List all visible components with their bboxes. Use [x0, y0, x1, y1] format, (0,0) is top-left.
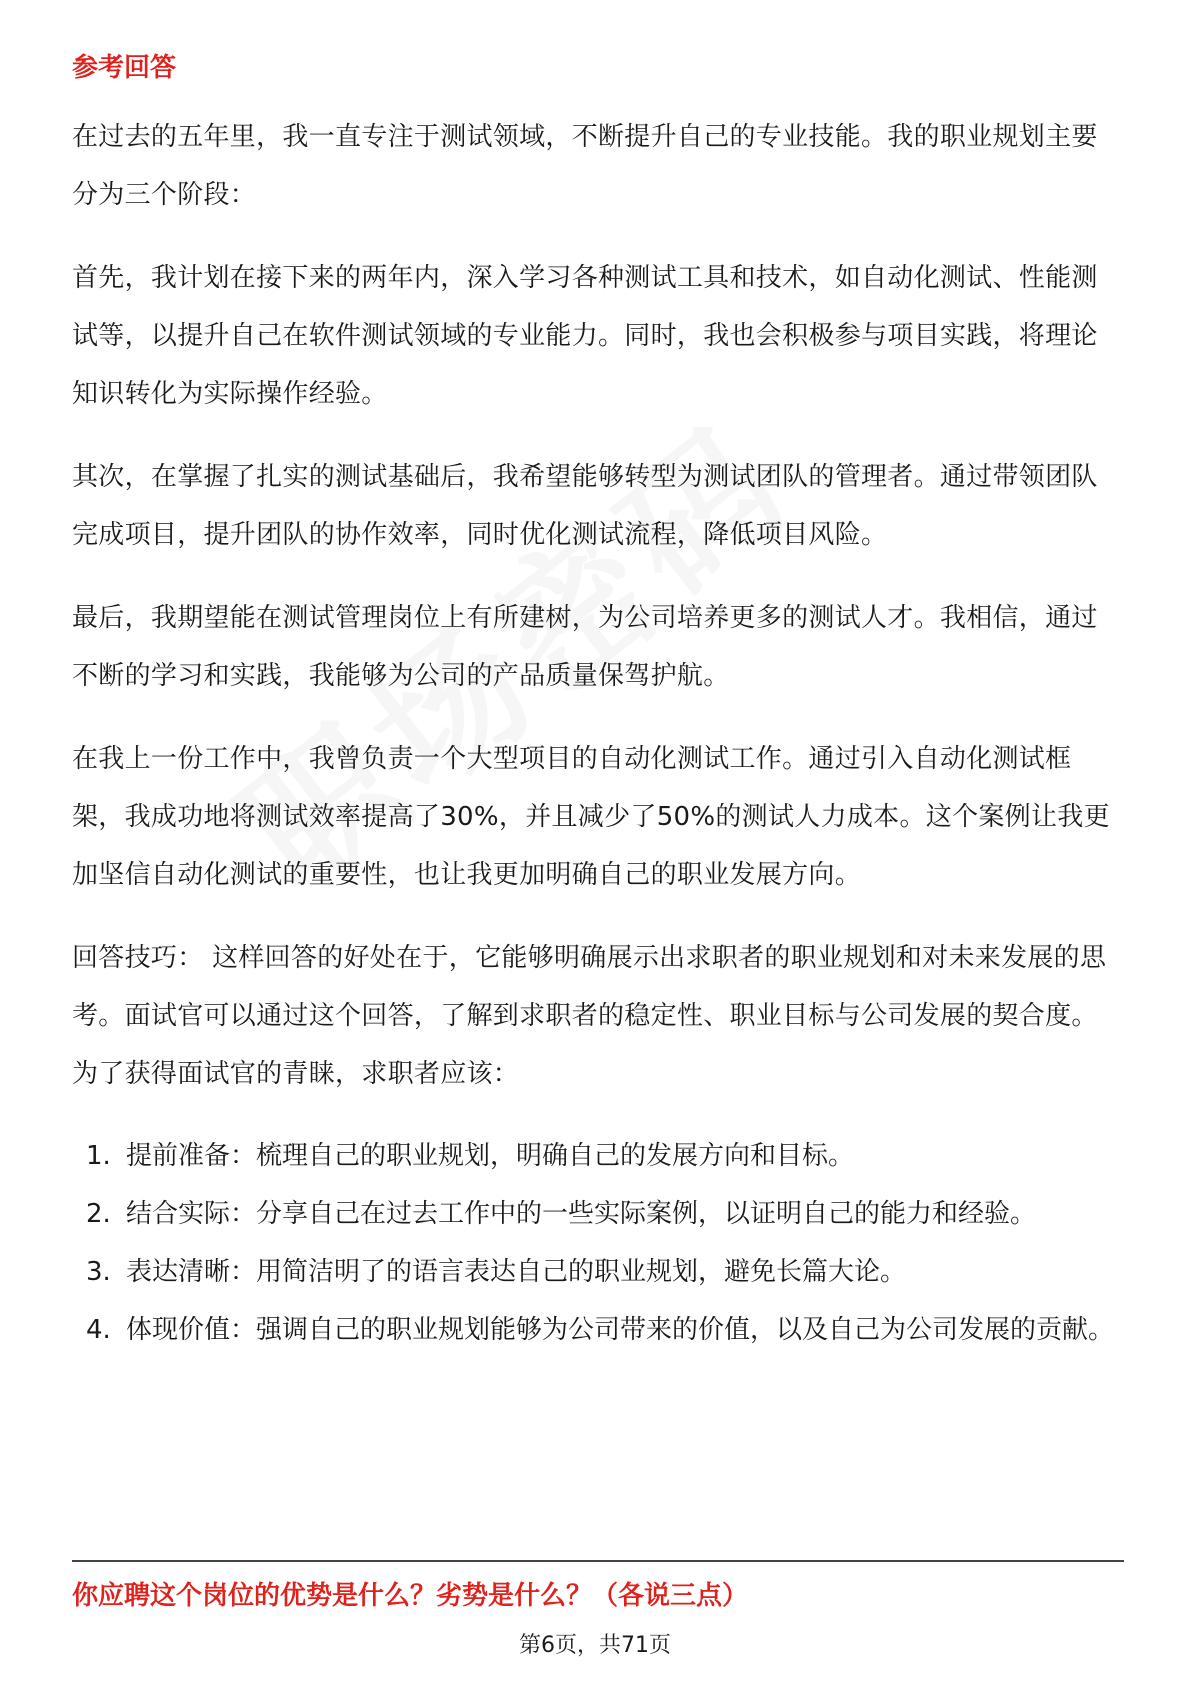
- paragraph-final-stage: 最后，我期望能在测试管理岗位上有所建树，为公司培养更多的测试人才。我相信，通过不断的学习和实践，我能够为公司的产品质量保驾护航。: [72, 603, 1098, 691]
- paragraph-second-stage: 其次，在掌握了扎实的测试基础后，我希望能够转型为测试团队的管理者。通过带领团队完成项目，提升团队的协作效率，同时优化测试流程，降低项目风险。: [72, 462, 1098, 550]
- list-item: [72, 1302, 1122, 1358]
- page-number: 第6页，共71页: [519, 1633, 671, 1658]
- tips-list: [72, 1128, 1122, 1358]
- tips-paragraph: [72, 929, 1122, 1103]
- paragraph-first-stage: 首先，我计划在接下来的两年内，深入学习各种测试工具和技术，如自动化测试、性能测试等，以提升自己在软件测试领域的专业能力。同时，我也会积极参与项目实践，将理论知识转化为实际操作经验。: [72, 263, 1098, 409]
- list-item: [72, 1244, 1122, 1300]
- paragraph-intro: 在过去的五年里，我一直专注于测试领域，不断提升自己的专业技能。我的职业规划主要分为三个阶段：: [72, 122, 1098, 210]
- section-divider: [72, 1560, 1124, 1562]
- list-item-text: 提前准备：梳理自己的职业规划，明确自己的发展方向和目标。: [126, 1141, 855, 1171]
- section-heading: 参考回答: [72, 53, 177, 83]
- next-question-heading: 你应聘这个岗位的优势是什么？劣势是什么？（各说三点）: [72, 1581, 749, 1611]
- tips-text: 这样回答的好处在于，它能够明确展示出求职者的职业规划和对未来发展的思考。面试官可以通过这个回答，了解到求职者的稳定性、职业目标与公司发展的契合度。为了获得面试官的青睐，求职者应该：: [72, 943, 1107, 1089]
- list-item-number: 2.: [86, 1199, 111, 1229]
- list-item-number: 1.: [86, 1141, 111, 1171]
- tips-label: 回答技巧：: [72, 943, 204, 973]
- list-item-text: 体现价值：强调自己的职业规划能够为公司带来的价值，以及自己为公司发展的贡献。: [126, 1315, 1115, 1345]
- answer-content: [72, 48, 1122, 1360]
- list-item-number: 3.: [86, 1257, 111, 1287]
- list-item: [72, 1186, 1122, 1242]
- list-item-text: 结合实际：分享自己在过去工作中的一些实际案例，以证明自己的能力和经验。: [126, 1199, 1037, 1229]
- list-item: [72, 1128, 1122, 1184]
- list-item-text: 表达清晰：用简洁明了的语言表达自己的职业规划，避免长篇大论。: [126, 1257, 907, 1287]
- list-item-number: 4.: [86, 1315, 111, 1345]
- paragraph-case-study: 在我上一份工作中，我曾负责一个大型项目的自动化测试工作。通过引入自动化测试框架，我成功地将测试效率提高了30%，并且减少了50%的测试人力成本。这个案例让我更加坚信自动化测试的重要性，也让我更加明确自己的职业发展方向。: [72, 744, 1110, 890]
